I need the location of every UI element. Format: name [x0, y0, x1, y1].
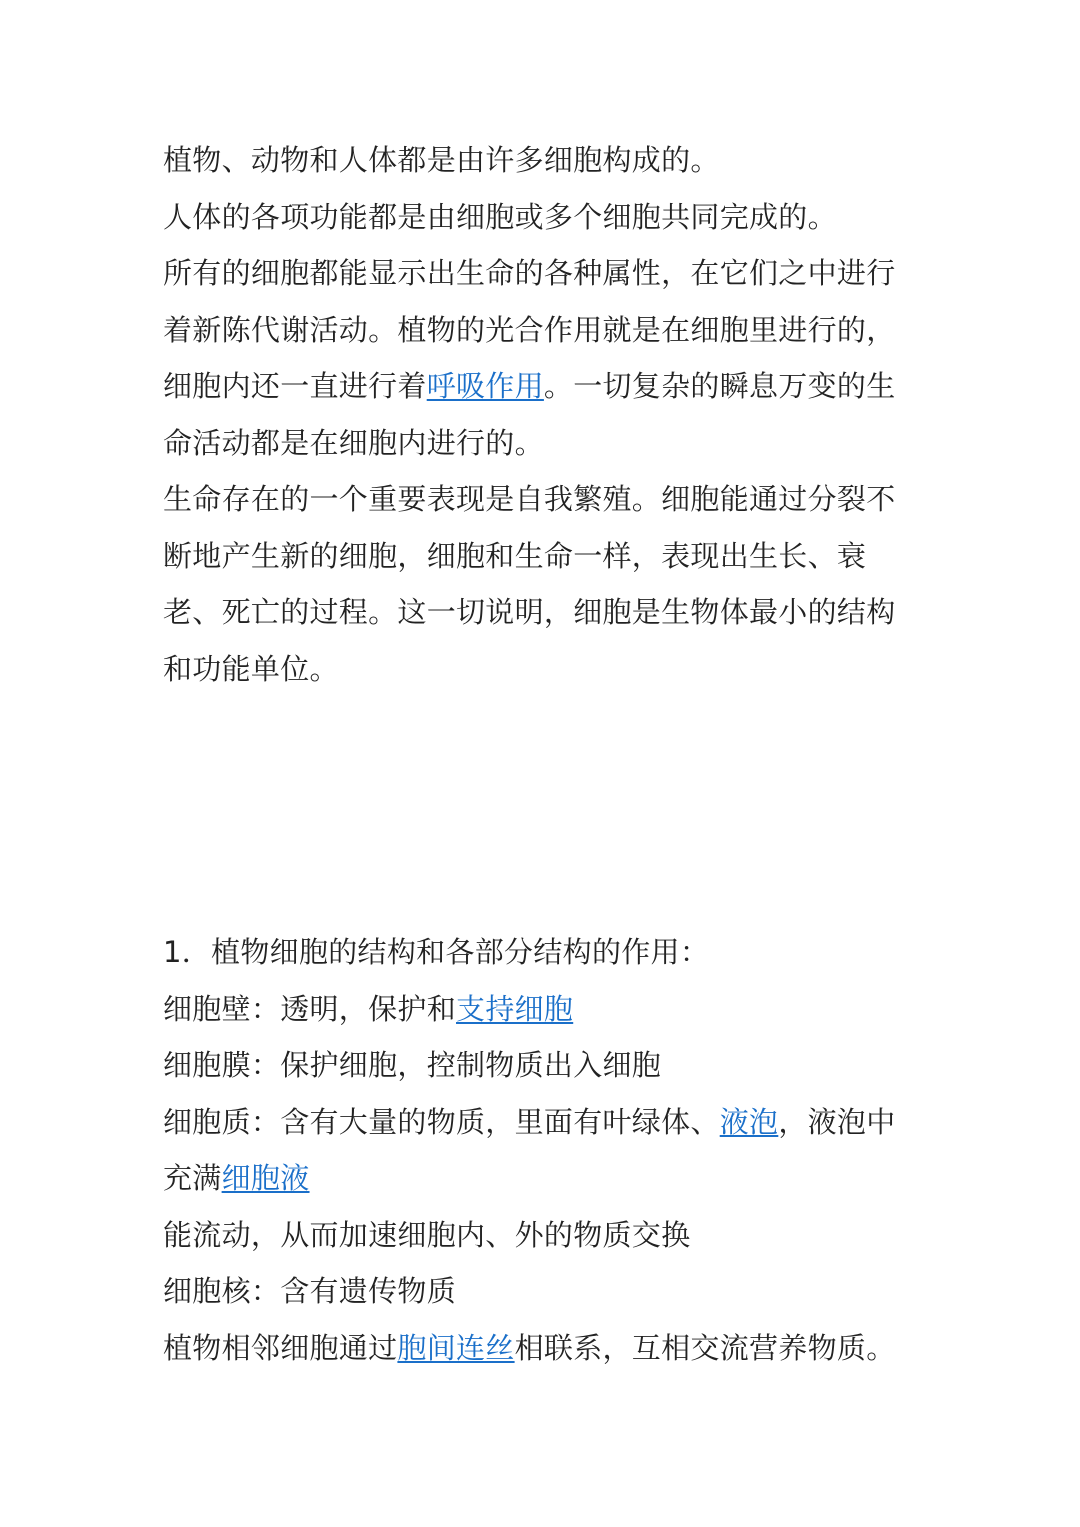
paragraph-metabolism — [163, 245, 923, 471]
cell-membrane-item: 细胞膜：保护细胞，控制物质出入细胞 — [163, 1048, 662, 1082]
plasmodesmata-item — [163, 1320, 923, 1377]
cytoplasm-flow-item: 能流动，从而加速细胞内、外的物质交换 — [163, 1217, 691, 1252]
plant-cell-structure-section — [163, 924, 923, 1376]
cytoplasm-text-a: 细胞质：含有大量的物质，里面有叶绿体、 — [163, 1104, 720, 1139]
intro-section — [163, 132, 923, 697]
link-support-cell[interactable]: 支持细胞 — [456, 991, 574, 1026]
cytoplasm-text-b: ，液泡中充满 — [163, 1104, 896, 1195]
section-heading: 1．植物细胞的结构和各部分结构的作用： — [163, 935, 710, 969]
link-vacuole[interactable]: 液泡 — [719, 1104, 779, 1139]
plasmodesmata-text-a: 植物相邻细胞通过 — [163, 1330, 398, 1365]
paragraph-metabolism-text-a: 所有的细胞都能显示出生命的各种属性，在它们之中进行着新陈代谢活动。植物的光合作用就是在细胞里进行的，细胞内还一直进行着 — [163, 256, 896, 403]
plasmodesmata-text-b: 相联系，互相交流营养物质。 — [514, 1330, 896, 1365]
cytoplasm-item — [163, 1094, 923, 1207]
cell-wall-item — [163, 981, 923, 1038]
link-cell-sap[interactable]: 细胞液 — [221, 1161, 310, 1195]
link-respiration[interactable]: 呼吸作用 — [426, 369, 544, 403]
paragraph-cells-compose: 植物、动物和人体都是由许多细胞构成的。 — [163, 143, 720, 177]
link-plasmodesmata[interactable]: 胞间连丝 — [397, 1330, 515, 1365]
paragraph-metabolism-text-b: 。一切复杂的瞬息万变的生命活动都是在细胞内进行的。 — [163, 369, 896, 460]
paragraph-body-functions: 人体的各项功能都是由细胞或多个细胞共同完成的。 — [163, 199, 837, 234]
paragraph-reproduction: 生命存在的一个重要表现是自我繁殖。细胞能通过分裂不断地产生新的细胞，细胞和生命一样，表现出生长、衰老、死亡的过程。这一切说明，细胞是生物体最小的结构和功能单位。 — [163, 482, 896, 686]
nucleus-item: 细胞核：含有遗传物质 — [163, 1274, 457, 1308]
cell-wall-text: 细胞壁：透明，保护和 — [163, 991, 457, 1026]
